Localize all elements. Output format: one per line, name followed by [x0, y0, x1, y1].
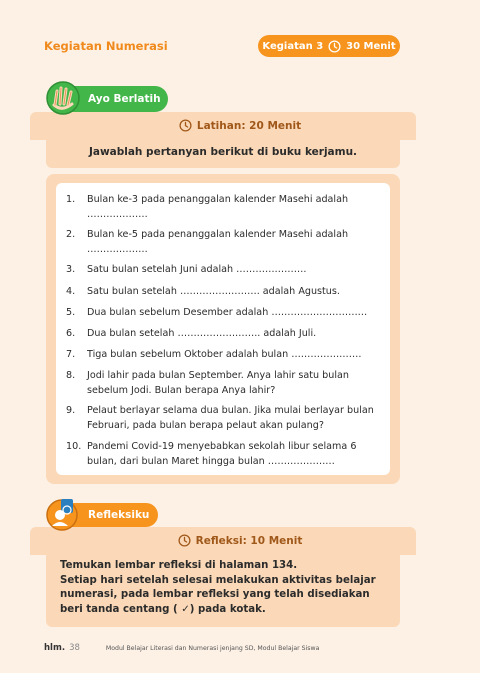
raised-hand-icon: [44, 80, 84, 116]
clock-icon: [178, 534, 191, 547]
question-text: Satu bulan setelah ……………………. adalah Agustus.: [87, 286, 340, 297]
reflection-timer-label: Refleksi: 10 Menit: [195, 534, 303, 547]
activity-duration-pill: [258, 35, 400, 57]
question-number: 2.: [66, 229, 76, 240]
clock-icon: [179, 119, 192, 132]
question-number: 6.: [66, 328, 76, 339]
question-item: [66, 305, 382, 320]
page-prefix: hlm.: [44, 643, 66, 653]
practice-timer-label: Latihan: 20 Menit: [196, 119, 302, 132]
question-number: 4.: [66, 286, 76, 297]
practice-timer: [0, 119, 480, 132]
activity-label: Kegiatan 3: [262, 40, 324, 52]
question-text: Pandemi Covid-19 menyebabkan sekolah libur selama 6 bulan, dari bulan Maret hingga bulan …………………: [87, 441, 357, 467]
question-text: Bulan ke-5 pada penanggalan kalender Masehi adalah ……………….: [87, 229, 349, 255]
question-number: 10.: [66, 441, 82, 452]
page-footer: [44, 643, 319, 653]
question-number: 7.: [66, 349, 76, 360]
question-item: [66, 227, 382, 257]
question-text: Dua bulan setelah …………………….. adalah Juli.: [87, 328, 317, 339]
question-item: [66, 439, 382, 469]
ayo-berlatih-label: Ayo Berlatih: [88, 93, 161, 105]
question-text: Bulan ke-3 pada penanggalan kalender Masehi adalah ……………….: [87, 194, 349, 220]
question-number: 8.: [66, 370, 76, 381]
question-number: 1.: [66, 194, 76, 205]
question-text: Pelaut berlayar selama dua bulan. Jika mulai berlayar bulan Februari, pada bulan berapa pelaut akan pulang?: [87, 405, 374, 431]
page-number: 38: [69, 643, 80, 653]
question-item: [66, 368, 382, 398]
question-text: Dua bulan sebelum Desember adalah …………………………: [87, 307, 368, 318]
question-item: [66, 347, 382, 362]
question-number: 9.: [66, 405, 76, 416]
question-item: [66, 192, 382, 222]
reflection-line-2: Setiap hari setelah selesai melakukan aktivitas belajar numerasi, pada lembar refleksi yang telah disediakan beri tanda centang ( ✓) pada kotak.: [60, 574, 376, 615]
footer-description: Modul Belajar Literasi dan Numerasi jenjang SD, Modul Belajar Siswa: [105, 644, 320, 652]
question-number: 3.: [66, 264, 76, 275]
instruction-text: Jawablah pertanyan berikut di buku kerjamu.: [88, 146, 358, 158]
question-item: [66, 326, 382, 341]
question-item: [66, 262, 382, 277]
duration-label: 30 Menit: [346, 40, 396, 52]
question-item: [66, 284, 382, 299]
question-number: 5.: [66, 307, 76, 318]
reflection-instructions: [60, 559, 390, 617]
question-item: [66, 403, 382, 433]
reflection-person-icon: [44, 496, 82, 532]
question-text: Jodi lahir pada bulan September. Anya lahir satu bulan sebelum Jodi. Bulan berapa Anya lahir?: [87, 370, 349, 396]
refleksiku-label: Refleksiku: [88, 509, 150, 521]
reflection-line-1: Temukan lembar refleksi di halaman 134.: [60, 560, 298, 571]
reflection-timer: [0, 534, 480, 547]
clock-icon: [328, 40, 341, 53]
section-title: Kegiatan Numerasi: [44, 39, 168, 53]
question-text: Satu bulan setelah Juni adalah ………………….: [87, 264, 307, 275]
question-text: Tiga bulan sebelum Oktober adalah bulan ………………….: [87, 349, 362, 360]
